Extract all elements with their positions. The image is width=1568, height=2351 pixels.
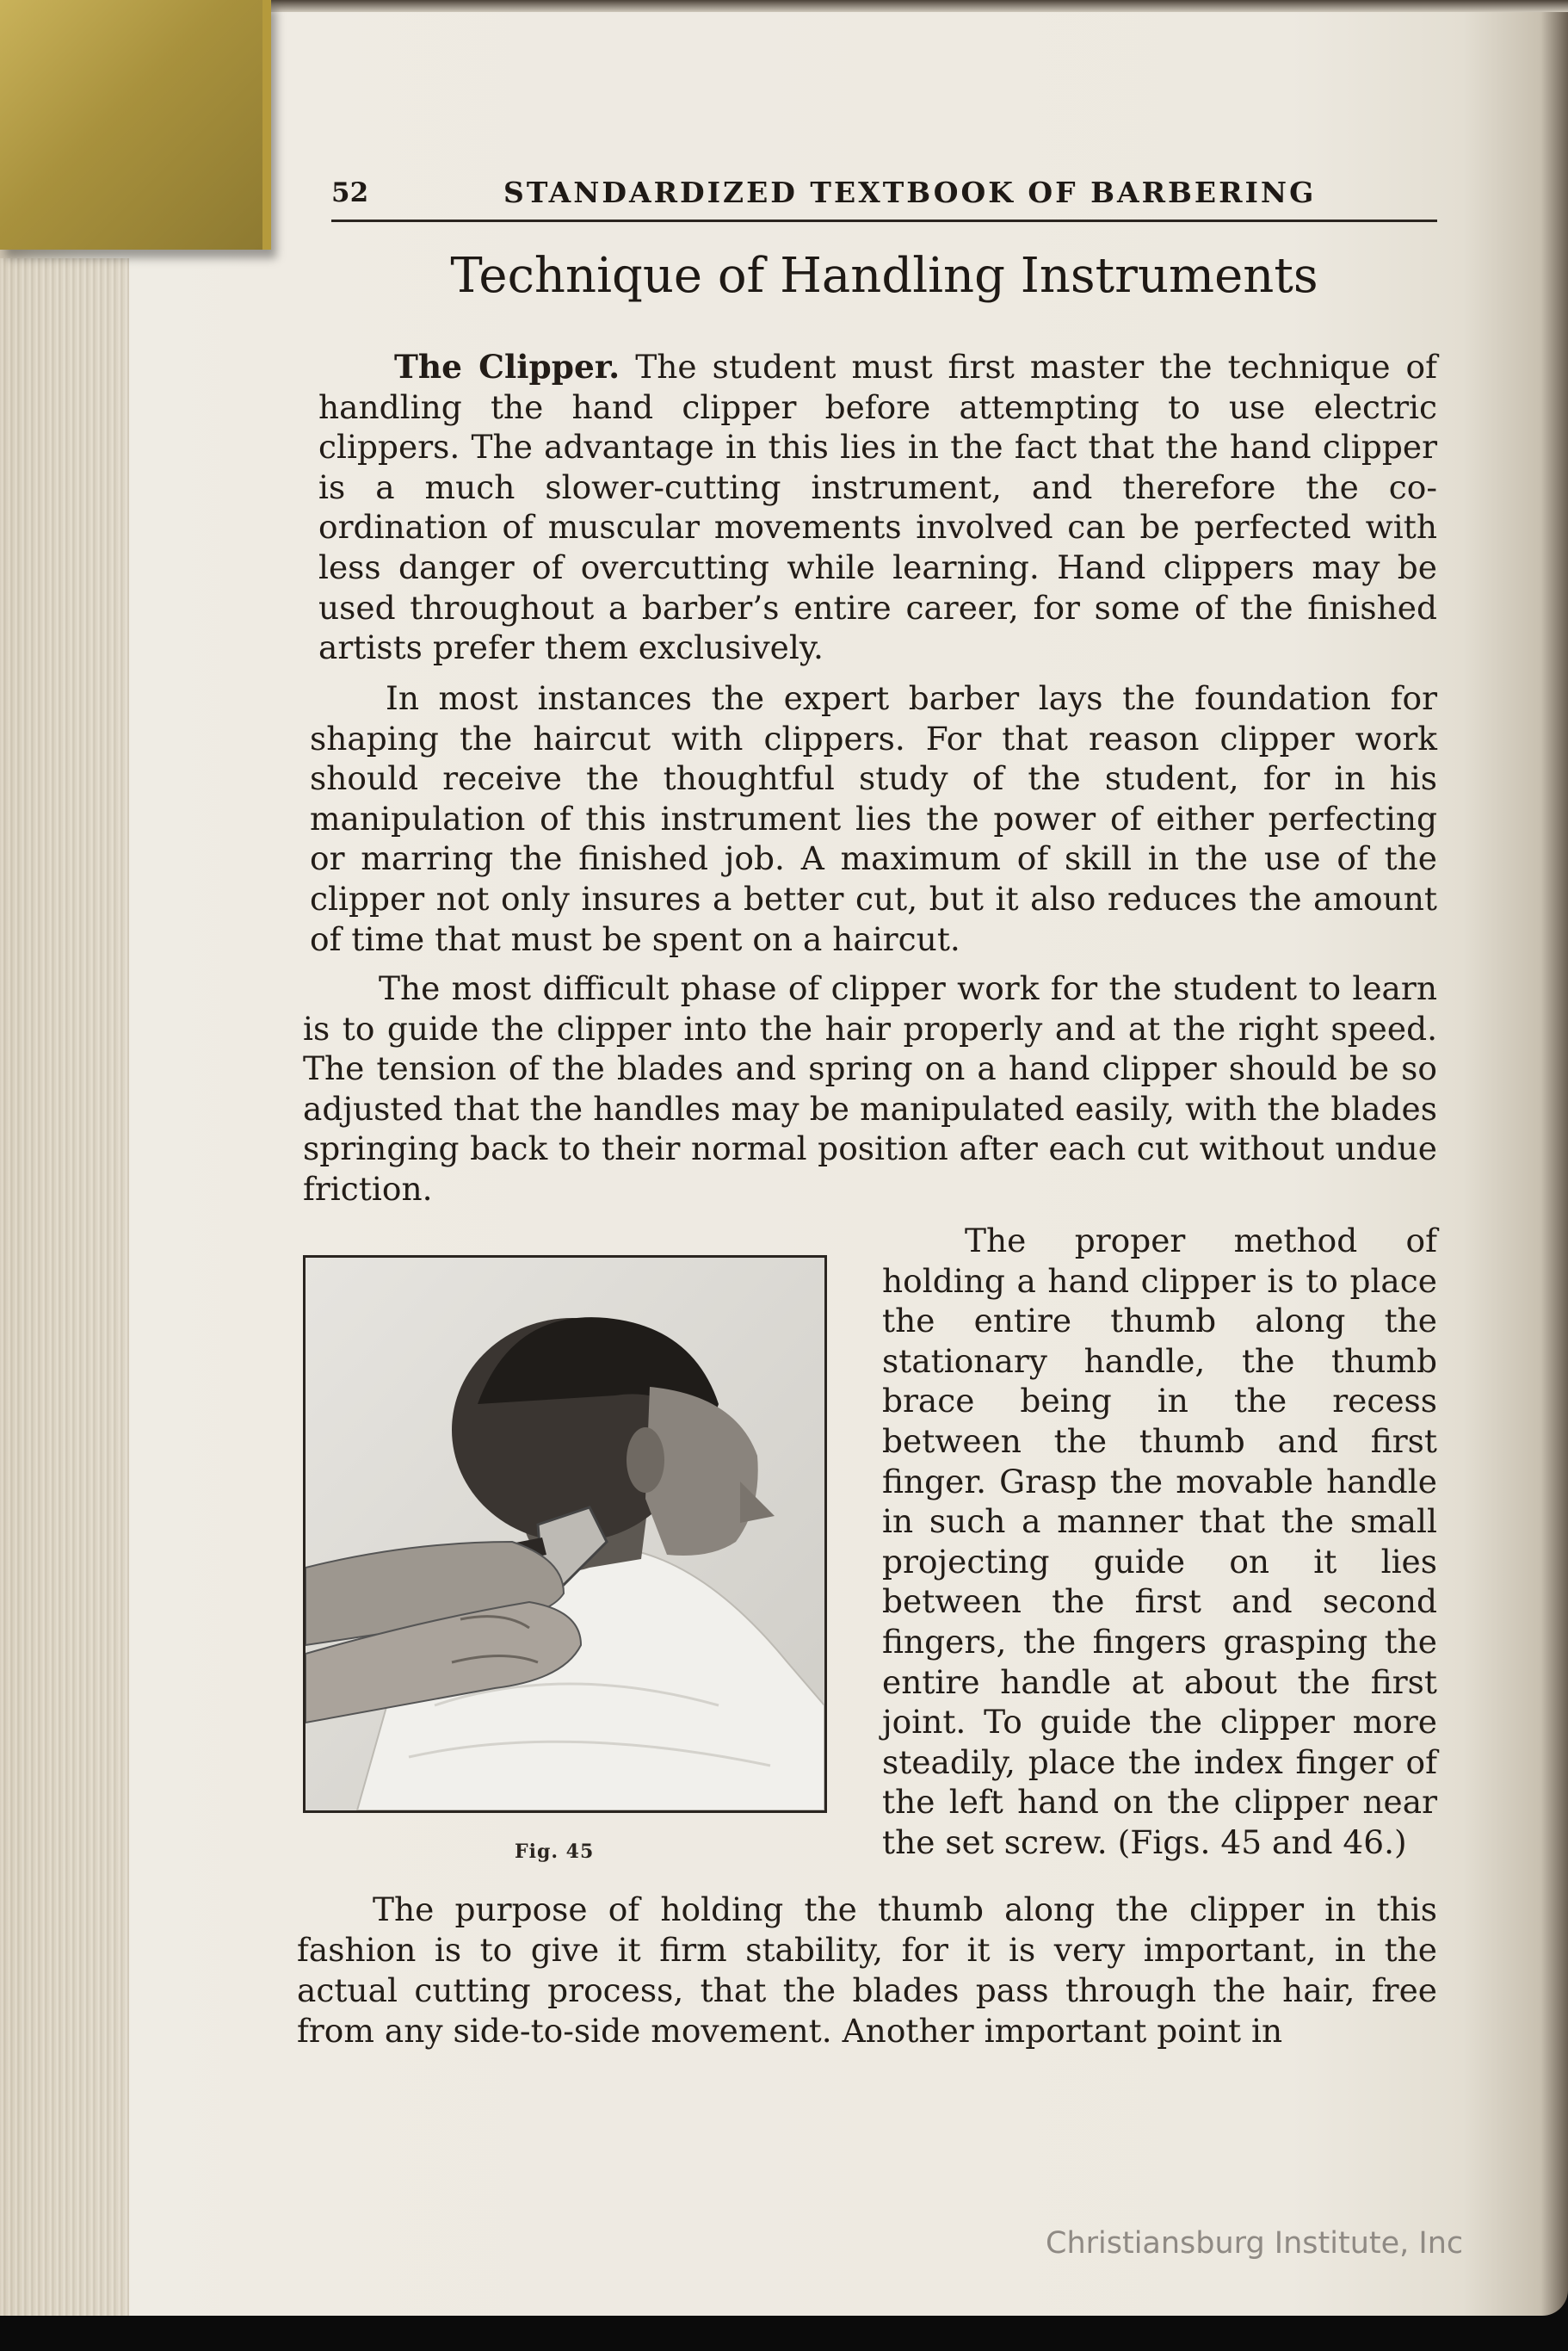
page-top-shadow xyxy=(262,0,1568,12)
running-head: STANDARDIZED TEXTBOOK OF BARBERING xyxy=(503,176,1317,209)
paragraph-lead: The Clipper. xyxy=(394,348,620,386)
section-title: Technique of Handling Instruments xyxy=(450,248,1318,304)
paragraph-text: The student must first master the technique of handling the hand clipper before attempting to use electric clippers. The advantage in this lies in the fact that the hand clipper is a much slower-cutting instrument, and therefore the co-ordination of muscular movements involved can be perfected with less danger of overcutting while learning. Hand clippers may be used throughout a barber’s entire career, for some of the finished artists prefer them exclusively. xyxy=(318,348,1438,667)
paragraph-proper-method: The proper method of holding a hand clipper is to place the entire thumb along the stationary handle, the thumb brace being in the recess between the thumb and first finger. Grasp the movable handle in such a manner that the small projecting guide on it lies between the first and second fingers, the fingers grasping the entire handle at about the first joint. To guide the clipper more steadily, place the index finger of the left hand on the clipper near the set screw. (Figs. 45 and 46.) xyxy=(882,1222,1437,1861)
page-header xyxy=(331,172,1437,222)
figure-caption: Fig. 45 xyxy=(515,1841,595,1863)
watermark-text: Christiansburg Institute, Inc xyxy=(1046,2226,1464,2261)
paragraph-foundation: In most instances the expert barber lays the foundation for shaping the haircut with clippers. For that reason clipper work should receive the thoughtful study of the student, for in his manipulation of this instrument lies the power of either perfecting or marring the finished job. A maximum of skill in the use of the clipper not only insures a better cut, but it also reduces the amount of time that must be spent on a haircut. xyxy=(310,679,1437,958)
bookmark-ribbon xyxy=(0,0,271,250)
paragraph-purpose: The purpose of holding the thumb along the clipper in this fashion is to give it firm stability, for it is very important, in the actual cutting process, that the blades pass through the hair, free from any side-to-side movement. Another important point in xyxy=(297,1890,1437,2050)
barber-photo-illustration xyxy=(306,1258,824,1810)
paragraph-clipper xyxy=(318,347,1437,668)
paragraph-difficult-phase: The most difficult phase of clipper work for the student to learn is to guide the clipper into the hair properly and at the right speed. The tension of the blades and spring on a hand clipper should be so adjusted that the handles may be manipulated easily, with the blades springing back to their normal position after each cut without undue friction. xyxy=(303,969,1437,1208)
page-edges xyxy=(0,258,129,2316)
page-number: 52 xyxy=(331,177,369,208)
figure-45-photo xyxy=(303,1255,827,1813)
